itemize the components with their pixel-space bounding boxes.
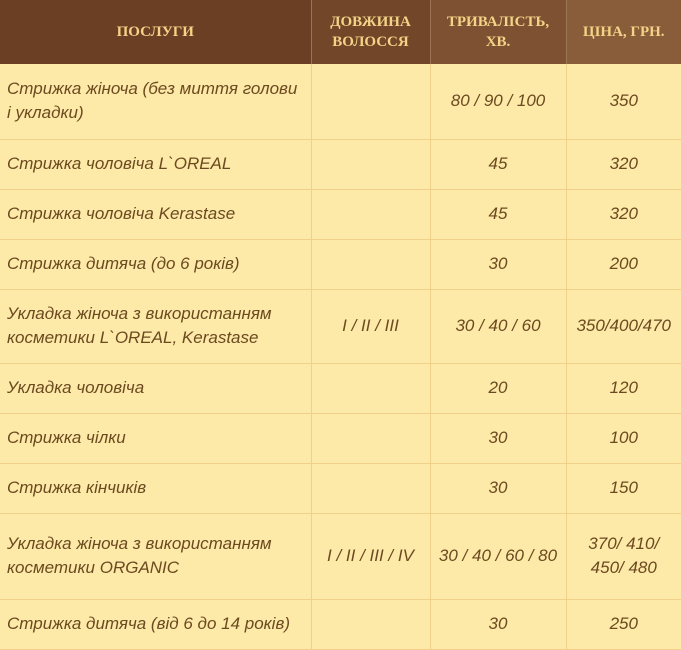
table-row (0, 413, 681, 463)
duration-cell: 20 (430, 363, 566, 413)
table-row (0, 139, 681, 189)
header-duration: ТРИВАЛІСТЬ, ХВ. (430, 0, 566, 64)
duration-cell: 30 (430, 599, 566, 649)
service-cell: Стрижка чілки (0, 413, 311, 463)
table-row (0, 363, 681, 413)
service-cell: Стрижка кінчиків (0, 463, 311, 513)
duration-cell: 30 (430, 413, 566, 463)
duration-cell: 45 (430, 189, 566, 239)
price-cell: 370/ 410/ 450/ 480 (566, 513, 681, 599)
service-cell: Стрижка жіноча (без миття голови і укладки) (0, 64, 311, 139)
table-row (0, 463, 681, 513)
service-cell: Укладка жіноча з використанням косметики ORGANIC (0, 513, 311, 599)
price-cell: 350 (566, 64, 681, 139)
price-cell: 350/400/470 (566, 289, 681, 363)
length-cell (311, 363, 430, 413)
price-cell: 320 (566, 139, 681, 189)
length-cell (311, 139, 430, 189)
price-cell: 100 (566, 413, 681, 463)
length-cell: I / II / III / IV (311, 513, 430, 599)
duration-cell: 30 / 40 / 60 / 80 (430, 513, 566, 599)
length-cell (311, 463, 430, 513)
duration-cell: 30 / 40 / 60 (430, 289, 566, 363)
header-price: ЦІНА, ГРН. (566, 0, 681, 64)
table-row (0, 513, 681, 599)
service-cell: Стрижка чоловіча L`OREAL (0, 139, 311, 189)
price-cell: 250 (566, 599, 681, 649)
service-cell: Стрижка чоловіча Kerastase (0, 189, 311, 239)
table-row (0, 239, 681, 289)
duration-cell: 30 (430, 463, 566, 513)
table-row (0, 289, 681, 363)
price-cell: 120 (566, 363, 681, 413)
duration-cell: 45 (430, 139, 566, 189)
length-cell (311, 64, 430, 139)
header-hair-length: ДОВЖИНА ВОЛОССЯ (311, 0, 430, 64)
price-cell: 150 (566, 463, 681, 513)
length-cell (311, 189, 430, 239)
length-cell: I / II / III (311, 289, 430, 363)
service-cell: Укладка чоловіча (0, 363, 311, 413)
header-row (0, 0, 681, 64)
price-cell: 200 (566, 239, 681, 289)
service-cell: Стрижка дитяча (від 6 до 14 років) (0, 599, 311, 649)
service-cell: Укладка жіноча з використанням косметики L`OREAL, Kerastase (0, 289, 311, 363)
price-cell: 320 (566, 189, 681, 239)
table-row (0, 599, 681, 649)
duration-cell: 30 (430, 239, 566, 289)
table-row (0, 189, 681, 239)
length-cell (311, 599, 430, 649)
header-service: ПОСЛУГИ (0, 0, 311, 64)
length-cell (311, 413, 430, 463)
duration-cell: 80 / 90 / 100 (430, 64, 566, 139)
service-cell: Стрижка дитяча (до 6 років) (0, 239, 311, 289)
table-row (0, 64, 681, 139)
length-cell (311, 239, 430, 289)
